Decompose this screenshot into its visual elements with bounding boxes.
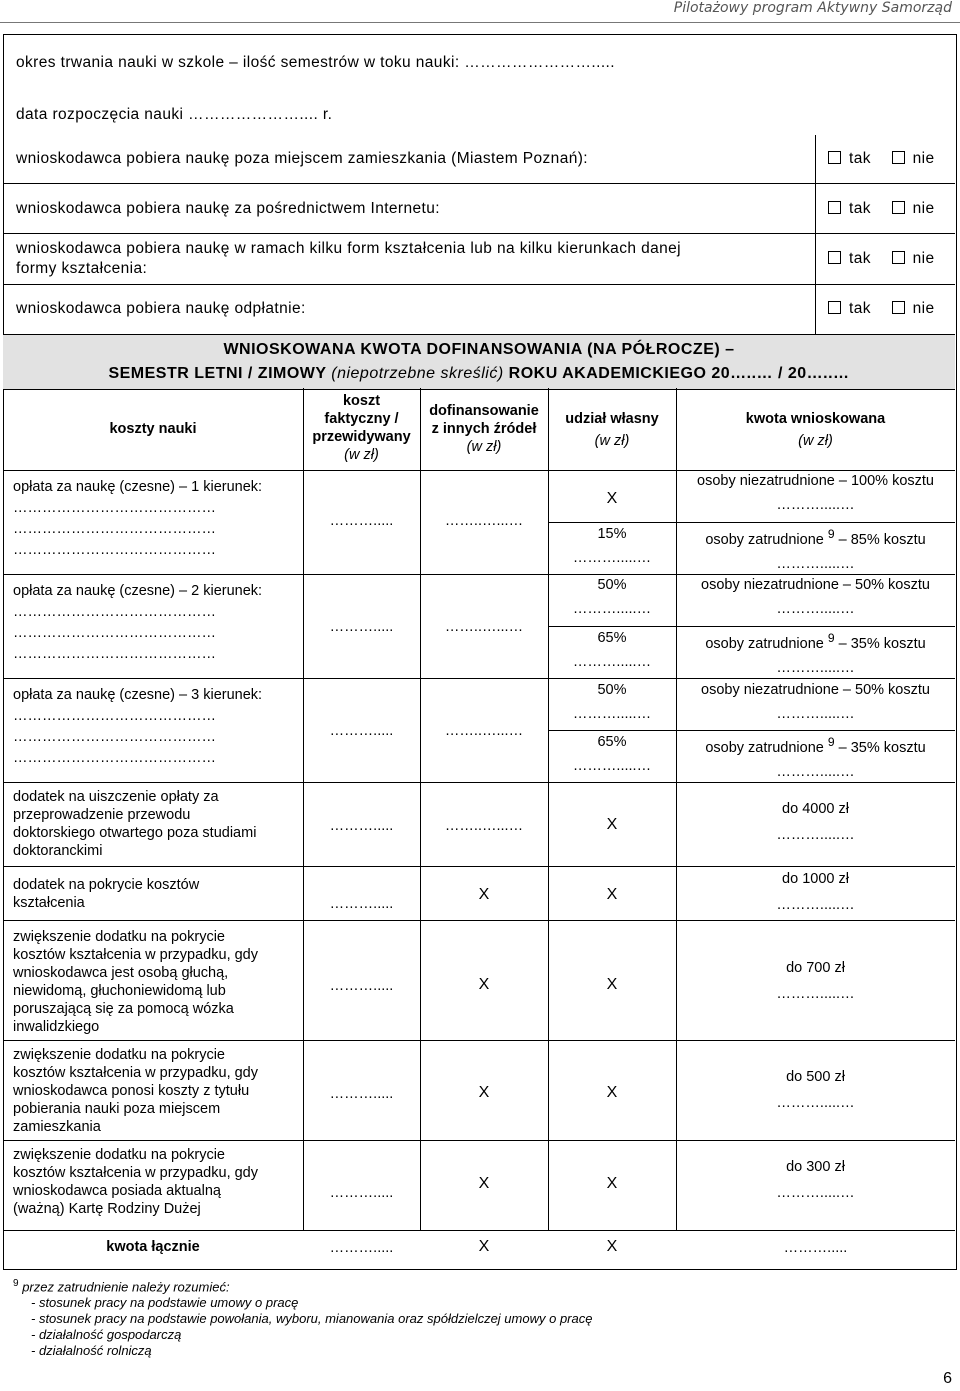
own-share-cell <box>548 576 676 618</box>
question-text: wnioskodawca pobiera naukę odpłatnie: <box>16 300 306 317</box>
row-label: opłata za naukę (czesne) – 2 kierunek: <box>13 583 263 599</box>
row-label: poruszającą się za pomocą wózka <box>13 1001 234 1017</box>
total-requested-field[interactable]: ………..... <box>783 1240 848 1256</box>
header-unit: (w zł) <box>594 433 630 449</box>
footnote-lead <box>13 1276 913 1295</box>
page-header <box>0 0 960 22</box>
requested-cell <box>676 800 955 844</box>
requested-field[interactable]: ……….....… <box>776 827 855 843</box>
row-label: pobierania nauki poza miejscem <box>13 1101 221 1117</box>
column-divider <box>548 388 549 1230</box>
question-text: wnioskodawca pobiera naukę za pośrednictwem Internetu: <box>16 200 440 217</box>
requested-cell <box>676 733 955 781</box>
total-label: kwota łącznie <box>106 1239 200 1255</box>
footnote <box>13 1276 913 1359</box>
strike-note: (niepotrzebne skreślić) <box>331 365 504 382</box>
fill-line: …………………………………… <box>13 521 216 537</box>
header-unit: (w zł) <box>466 439 502 455</box>
requested-field[interactable]: ……….....… <box>776 763 855 780</box>
row-label: doktorskiego otwartego poza studiami <box>13 825 257 841</box>
own-share-percent: 50% <box>597 577 627 593</box>
actual-cost-field[interactable]: ………..... <box>329 723 394 739</box>
disability-increase-row <box>13 928 301 1036</box>
requested-rule: osoby niezatrudnione – 100% kosztu <box>697 473 934 489</box>
row-label: dodatek na uiszczenie opłaty za <box>13 789 219 805</box>
checkbox-yes[interactable] <box>828 201 841 214</box>
other-funding-field[interactable]: ……..…...… <box>444 723 524 739</box>
requested-cell <box>676 472 955 514</box>
own-share-cell <box>548 681 676 723</box>
header-unit: (w zł) <box>344 447 379 463</box>
actual-cost-field[interactable]: ………..... <box>329 619 394 635</box>
footnote-item: - stosunek pracy na podstawie umowy o pracę <box>31 1295 299 1311</box>
actual-cost-field[interactable]: ………..... <box>329 818 394 834</box>
row-label: dodatek na pokrycie kosztów <box>13 877 200 893</box>
table-divider <box>3 866 955 867</box>
header-line: kwota wnioskowana <box>745 411 886 427</box>
table-divider <box>3 470 955 471</box>
requested-rule: osoby niezatrudnione – 50% kosztu <box>701 577 930 593</box>
actual-cost-field[interactable]: ………..... <box>329 1185 394 1201</box>
total-actual-cost-field[interactable]: ………..... <box>329 1240 394 1256</box>
x-mark: X <box>606 490 618 507</box>
study-start-text: data rozpoczęcia nauki ………………….... r. <box>16 106 333 123</box>
x-mark: X <box>606 1175 618 1192</box>
requested-field[interactable]: ……….....… <box>776 706 855 722</box>
requested-rule <box>676 525 955 549</box>
checkbox-no[interactable] <box>892 301 905 314</box>
column-header-costs: koszty nauki <box>109 421 197 437</box>
fill-line: …………………………………… <box>13 604 216 620</box>
education-cost-allowance-row <box>13 876 301 912</box>
rule-text: – 85% kosztu <box>838 531 926 548</box>
rule-text: osoby zatrudnione <box>705 531 824 548</box>
actual-cost-field[interactable]: ………..... <box>329 1086 394 1102</box>
header-line: dofinansowanie <box>429 403 539 419</box>
fill-line: …………………………………… <box>13 729 216 745</box>
footnote-ref: 9 <box>827 631 835 645</box>
requested-field[interactable]: ……….....… <box>776 897 855 913</box>
row-label: opłata za naukę (czesne) – 3 kierunek: <box>13 687 263 703</box>
own-share-percent: 50% <box>597 682 627 698</box>
own-share-cell <box>548 733 676 775</box>
other-funding-field[interactable]: ……..…...… <box>444 513 524 529</box>
actual-cost-field[interactable]: ………..... <box>329 896 394 912</box>
other-funding-field[interactable]: ……..…...… <box>444 619 524 635</box>
requested-limit: do 1000 zł <box>782 871 849 887</box>
yes-no-choice <box>828 150 935 168</box>
requested-field[interactable]: ……….....… <box>776 659 855 676</box>
column-header-actual-cost <box>303 392 420 464</box>
x-mark: X <box>606 1238 618 1255</box>
row-label: inwalidzkiego <box>13 1019 100 1035</box>
column-header-other-funding <box>420 402 548 456</box>
requested-field[interactable]: ……….....… <box>776 497 855 513</box>
fill-line: …………………………………… <box>13 625 216 641</box>
table-divider <box>3 782 955 783</box>
requested-limit: do 700 zł <box>786 960 845 976</box>
footnote-ref: 9 <box>827 735 835 749</box>
row-label: kształcenia <box>13 895 85 911</box>
column-header-requested <box>676 410 955 450</box>
own-share-cell <box>548 525 676 567</box>
section-banner <box>3 334 955 390</box>
x-mark: X <box>606 1084 618 1101</box>
divider <box>3 284 955 285</box>
row-label: doktoranckimi <box>13 843 103 859</box>
academic-year-label: ROKU AKADEMICKIEGO 20…..… / 20…..… <box>508 365 850 382</box>
row-label: zwiększenie dodatku na pokrycie <box>13 1047 225 1063</box>
x-mark: X <box>478 1175 490 1192</box>
row-label: przeprowadzenie przewodu <box>13 807 191 823</box>
subdivider <box>548 522 955 523</box>
column-header-own-share <box>548 410 676 450</box>
requested-limit: do 300 zł <box>786 1159 845 1175</box>
own-share-field[interactable]: ……….....… <box>572 601 652 617</box>
own-share-percent: 65% <box>597 734 627 750</box>
header-line: udział własny <box>565 411 659 427</box>
tuition-row-1 <box>13 478 301 559</box>
row-label: zamieszkania <box>13 1119 101 1135</box>
requested-field[interactable]: ……….....… <box>776 1185 855 1201</box>
own-share-percent: 65% <box>597 630 627 646</box>
table-divider <box>3 678 955 679</box>
own-share-field[interactable]: ……….....… <box>572 758 652 774</box>
requested-field[interactable]: ……….....… <box>776 555 855 572</box>
actual-cost-field[interactable]: ………..... <box>329 978 394 994</box>
question-text: wnioskodawca pobiera naukę w ramach kilku form kształcenia lub na kilku kierunkach danej <box>16 240 681 257</box>
other-funding-field[interactable]: ……..…...… <box>444 818 524 834</box>
yes-no-column-divider <box>815 135 816 334</box>
fill-line: …………………………………… <box>13 646 216 662</box>
table-divider <box>3 574 955 575</box>
row-label: zwiększenie dodatku na pokrycie <box>13 929 225 945</box>
row-label: wnioskodawca jest osobą głuchą, <box>13 965 229 981</box>
requested-cell <box>676 576 955 618</box>
requested-field[interactable]: ……….....… <box>776 986 855 1002</box>
requested-rule <box>676 629 955 653</box>
requested-cell <box>676 681 955 723</box>
x-mark: X <box>478 886 490 903</box>
requested-cell <box>676 870 955 914</box>
checkbox-yes[interactable] <box>828 151 841 164</box>
footnote-text: przez zatrudnienie należy rozumieć: <box>22 1279 230 1295</box>
own-share-field[interactable]: ……….....… <box>572 550 652 566</box>
x-mark: X <box>606 886 618 903</box>
semester-label: SEMESTR LETNI / ZIMOWY <box>108 365 327 382</box>
own-share-percent: 15% <box>597 526 627 542</box>
footnote-item: - działalność rolniczą <box>31 1343 152 1359</box>
header-line: faktyczny / <box>324 411 399 427</box>
rule-text: osoby zatrudnione <box>705 635 824 652</box>
header-line: przewidywany <box>312 429 411 445</box>
yes-label: tak <box>849 150 871 167</box>
requested-cell <box>676 1158 955 1202</box>
requested-cell <box>676 629 955 677</box>
header-rule <box>0 22 960 23</box>
divider <box>3 183 955 184</box>
requested-limit: do 4000 zł <box>782 801 849 817</box>
divider <box>3 233 955 234</box>
own-share-cell <box>548 629 676 671</box>
x-mark: X <box>478 1084 490 1101</box>
subdivider <box>548 626 955 627</box>
no-label: nie <box>912 150 935 167</box>
checkbox-yes[interactable] <box>828 301 841 314</box>
banner-subtitle <box>3 365 955 383</box>
checkbox-no[interactable] <box>892 201 905 214</box>
fill-line: …………………………………… <box>13 500 216 516</box>
row-label: kosztów kształcenia w przypadku, gdy <box>13 947 258 963</box>
requested-cell <box>676 1068 955 1112</box>
requested-field[interactable]: ……….....… <box>776 1095 855 1111</box>
yes-no-choice <box>828 200 935 218</box>
fill-line: …………………………………… <box>13 708 216 724</box>
table-divider <box>3 1040 955 1041</box>
requested-cell <box>676 959 955 1003</box>
checkbox-yes[interactable] <box>828 251 841 264</box>
yes-label: tak <box>849 200 871 217</box>
row-label: wnioskodawca ponosi koszty z tytułu <box>13 1083 250 1099</box>
yes-no-choice <box>828 250 935 268</box>
no-label: nie <box>912 300 935 317</box>
footnote-item: - stosunek pracy na podstawie powołania, wyboru, mianowania oraz spółdzielczej umowy o pracę <box>31 1311 593 1327</box>
row-label: wnioskodawca posiada aktualną <box>13 1183 221 1199</box>
requested-limit: do 500 zł <box>786 1069 845 1085</box>
row-label: kosztów kształcenia w przypadku, gdy <box>13 1165 258 1181</box>
footnote-ref: 9 <box>827 527 835 541</box>
rule-text: – 35% kosztu <box>838 739 926 756</box>
yes-no-choice <box>828 300 935 318</box>
rule-text: – 35% kosztu <box>838 635 926 652</box>
tuition-row-2 <box>13 582 301 663</box>
x-mark: X <box>606 816 618 833</box>
no-label: nie <box>912 250 935 267</box>
requested-field[interactable]: ……….....… <box>776 601 855 617</box>
table-divider <box>3 1230 955 1231</box>
requested-rule: osoby niezatrudnione – 50% kosztu <box>701 682 930 698</box>
question-text: wnioskodawca pobiera naukę poza miejscem zamieszkania (Miastem Poznań): <box>16 150 589 167</box>
header-line: koszt <box>342 393 381 409</box>
table-divider <box>3 1140 955 1141</box>
subdivider <box>548 730 955 731</box>
no-label: nie <box>912 200 935 217</box>
page-number: 6 <box>943 1370 952 1387</box>
footnote-number: 9 <box>13 1278 19 1289</box>
x-mark: X <box>606 976 618 993</box>
footnote-item: - działalność gospodarczą <box>31 1327 182 1343</box>
yes-label: tak <box>849 250 871 267</box>
fill-line: …………………………………… <box>13 750 216 766</box>
question-text: formy kształcenia: <box>16 260 148 277</box>
own-share-field[interactable]: ……….....… <box>572 706 652 722</box>
tuition-row-3 <box>13 686 301 767</box>
own-share-field[interactable]: ……….....… <box>572 654 652 670</box>
row-label: opłata za naukę (czesne) – 1 kierunek: <box>13 479 263 495</box>
yes-label: tak <box>849 300 871 317</box>
x-mark: X <box>478 976 490 993</box>
header-title: Pilotażowy program Aktywny Samorząd <box>673 0 952 16</box>
row-label: kosztów kształcenia w przypadku, gdy <box>13 1065 258 1081</box>
actual-cost-field[interactable]: ………..... <box>329 513 394 529</box>
doctoral-allowance-row <box>13 788 301 860</box>
checkbox-no[interactable] <box>892 251 905 264</box>
row-label: (ważną) Kartę Rodziny Dużej <box>13 1201 201 1217</box>
large-family-card-row <box>13 1146 301 1218</box>
table-divider <box>3 920 955 921</box>
checkbox-no[interactable] <box>892 151 905 164</box>
header-line: z innych źródeł <box>431 421 537 437</box>
rule-text: osoby zatrudnione <box>705 739 824 756</box>
banner-title: WNIOSKOWANA KWOTA DOFINANSOWANIA (NA PÓŁROCZE) – <box>223 341 735 358</box>
row-label: zwiększenie dodatku na pokrycie <box>13 1147 225 1163</box>
x-mark: X <box>478 1238 490 1255</box>
study-duration-text: okres trwania nauki w szkole – ilość semestrów w toku nauki: ……………………..... <box>16 54 615 71</box>
header-unit: (w zł) <box>798 433 833 449</box>
requested-cell <box>676 525 955 573</box>
row-label: niewidomą, głuchoniewidomą lub <box>13 983 226 999</box>
fill-line: …………………………………… <box>13 542 216 558</box>
remote-study-increase-row <box>13 1046 301 1136</box>
requested-rule <box>676 733 955 757</box>
